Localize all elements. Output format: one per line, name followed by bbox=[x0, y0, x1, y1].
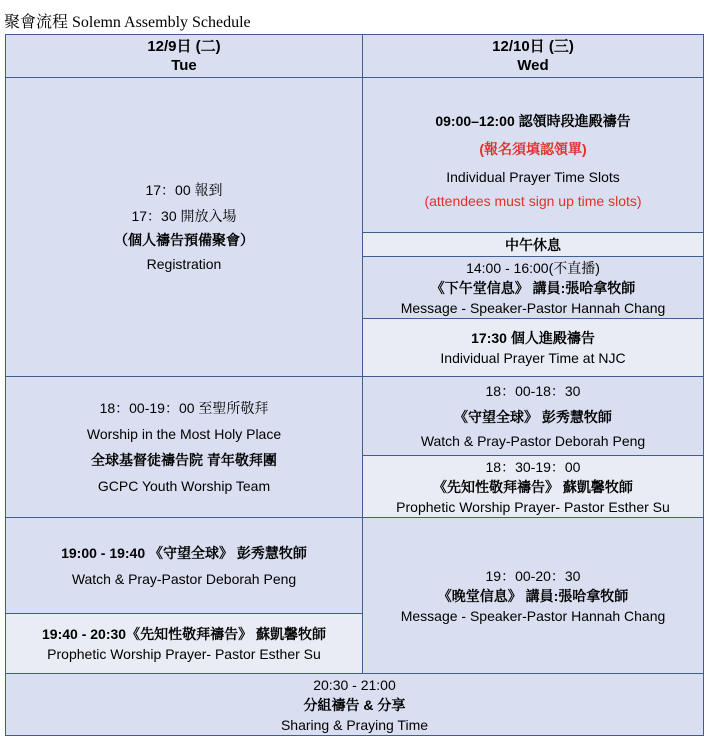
wed-evening-line1: 19：00-20：30 bbox=[485, 567, 581, 584]
wed-afternoon-cell bbox=[362, 256, 704, 319]
tue-worship-cell bbox=[5, 376, 363, 518]
header-tue-date: 12/9日 (二) bbox=[147, 38, 221, 55]
wed-prophetic-line1: 18：30-19：00 bbox=[485, 458, 581, 475]
wed-prophetic-line2: 《先知性敬拜禱告》 蘇凱馨牧師 bbox=[433, 478, 633, 495]
tue-worship-line3: 全球基督徒禱告院 青年敬拜團 bbox=[91, 452, 277, 468]
tue-reg-line2: 17：30 開放入場 bbox=[131, 208, 237, 224]
closing-cell bbox=[5, 673, 704, 736]
tue-watch-line1: 19:00 - 19:40 《守望全球》 彭秀慧牧師 bbox=[61, 544, 307, 561]
tue-watch-line2: Watch & Pray-Pastor Deborah Peng bbox=[71, 570, 297, 587]
wed-individual-line1: 17:30 個人進殿禱告 bbox=[471, 329, 595, 346]
wed-afternoon-line3: Message - Speaker-Pastor Hannah Chang bbox=[400, 299, 666, 316]
header-wed bbox=[362, 34, 704, 78]
wed-watch-line2: 《守望全球》 彭秀慧牧師 bbox=[454, 409, 612, 425]
wed-afternoon-line1: 14:00 - 16:00(不直播) bbox=[466, 259, 600, 276]
tue-worship-line1: 18：00-19：00 至聖所敬拜 bbox=[99, 400, 269, 416]
closing-line3: Sharing & Praying Time bbox=[280, 716, 429, 733]
page-title: 聚會流程 Solemn Assembly Schedule bbox=[4, 14, 251, 31]
tue-prophetic-line1: 19:40 - 20:30《先知性敬拜禱告》 蘇凱馨牧師 bbox=[42, 625, 326, 642]
wed-watch-cell bbox=[362, 376, 704, 456]
header-wed-date: 12/10日 (三) bbox=[492, 38, 574, 55]
wed-slots-line4: (attendees must sign up time slots) bbox=[424, 193, 642, 209]
wed-afternoon-line2: 《下午堂信息》 講員:張哈拿牧師 bbox=[430, 279, 636, 296]
closing-line2: 分組禱告 & 分享 bbox=[303, 696, 406, 713]
wed-evening-line3: Message - Speaker-Pastor Hannah Chang bbox=[400, 607, 666, 624]
wed-lunch-cell bbox=[362, 232, 704, 257]
header-tue-day: Tue bbox=[171, 57, 197, 74]
tue-prophetic-line2: Prophetic Worship Prayer- Pastor Esther Su bbox=[47, 645, 321, 662]
wed-watch-line3: Watch & Pray-Pastor Deborah Peng bbox=[420, 433, 646, 449]
tue-reg-line4: Registration bbox=[146, 256, 222, 272]
closing-line1: 20:30 - 21:00 bbox=[313, 676, 396, 693]
wed-individual-cell bbox=[362, 318, 704, 377]
wed-individual-line2: Individual Prayer Time at NJC bbox=[440, 349, 626, 366]
tue-reg-line1: 17：00 報到 bbox=[145, 182, 223, 198]
wed-slots-line2: (報名須填認領單) bbox=[479, 141, 587, 157]
wed-prophetic-line3: Prophetic Worship Prayer- Pastor Esther Su bbox=[396, 498, 670, 515]
wed-slots-line1: 09:00–12:00 認領時段進殿禱告 bbox=[435, 113, 631, 129]
wed-slots-line3: Individual Prayer Time Slots bbox=[446, 169, 620, 185]
header-wed-day: Wed bbox=[517, 57, 549, 74]
tue-reg-line3: （個人禱告預備聚會） bbox=[114, 232, 254, 248]
wed-slots-cell bbox=[362, 77, 704, 233]
wed-prophetic-cell bbox=[362, 455, 704, 518]
wed-evening-cell bbox=[362, 517, 704, 674]
header-tue bbox=[5, 34, 363, 78]
tue-worship-line4: GCPC Youth Worship Team bbox=[97, 478, 271, 494]
tue-worship-line2: Worship in the Most Holy Place bbox=[86, 426, 282, 442]
wed-lunch-label: 中午休息 bbox=[505, 236, 561, 253]
wed-evening-line2: 《晚堂信息》 講員:張哈拿牧師 bbox=[437, 587, 629, 604]
tue-registration-cell bbox=[5, 77, 363, 377]
tue-prophetic-cell bbox=[5, 613, 363, 674]
tue-watch-cell bbox=[5, 517, 363, 614]
wed-watch-line1: 18：00-18：30 bbox=[485, 383, 581, 399]
